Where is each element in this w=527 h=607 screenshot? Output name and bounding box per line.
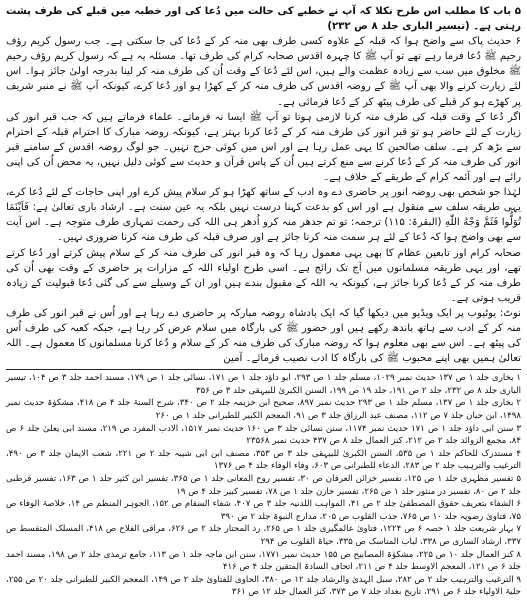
reference-item: ۸ کنز العمال جلد ۱۰ ص ۲۲۵، مشکوٰۃ المصابیح ص ۱۵۵ حدیث نمبر ۱۷۷۱، سنن ابن ماجہ جلد ۱ ص ۱۱۳، جامع ترمذی جلد ۲ ص ۱۹۸، مسند احمد جلد ۶ ص ۱۲۱، المعجم الاوسط جلد ۴ ص ۲۱۱، اتحاف السادۃ المتقین جلد ۴ ص ۴۱۶	[6, 549, 522, 573]
paragraph: اگر دُعا کے وقت قبلہ کی طرف منہ کرنا لازمی ہوتا تو آپ ﷺ ایسا نہ فرماتے۔ علماء فرماتے ہیں کہ جب قبر انور کی زیارت کے لئے حاضر ہو تو قبر انور کی طرف منہ کر کے دُعا کرنا بہتر ہے، کیونکہ روضہ مبارک کا احترام قبلہ کے احترام سے بڑھ کر ہے۔ سلف صالحین کا یہی عمل رہا ہے اور اس میں کوئی حرج نہیں۔ جو لوگ روضہ اقدس کے سامنے قبر انور کی طرف منہ کر کے دُعا کرنے سے منع کرتے ہیں اُن کے پاس قرآن و حدیث سے کوئی دلیل نہیں، یہ محض اُن کی اپنی رائے ہے اور آئمہ کرام کے طریقے کے خلاف ہے۔	[6, 111, 521, 184]
reference-item: ۴ مستدرک للحاکم جلد ۱ ص ۵۳۵، السنن الکبریٰ للبیہقی جلد ۳ ص ۳۵۳، مصنف ابن ابی شیبہ جلد ۲ ص ۲۲۱، شعب الایمان جلد ۳ ص ۴۹۰، الترغیب والترہیب جلد ۲ ص ۲۸۳، الدعاء للطبرانی ص ۶۰۳، وفاء الوفاء جلد ۴ ص ۱۳۷۶	[6, 448, 521, 472]
reference-item: ۱ بخاری جلد ۱ ص ۱۳۷ حدیث نمبر ۱۰۲۹، مسلم جلد ۱ ص ۲۹۳، ابو داؤد جلد ۱ ص ۱۷۱، نسائی جلد ۱ ص ۱۷۹، مسند احمد جلد ۳ ص ۱۰۴، تیسیر الباری جلد ۸ ص ۲۳۲، جلد ۲ ص ۱۹۱، جلد ۱۹ ص ۱۹۹، السنن الکبریٰ للبیہقی جلد ۳ ص ۳۵۶	[6, 373, 522, 396]
main-text-block	[6, 4, 521, 366]
reference-item: ۵ تفسیر مظہری جلد ۱ ص ۱۲۵، تفسیر خزائن العرفان ص ۳۰، تفسیر روح المعانی جلد ۱ ص ۳۶۵، تفسیر ابن کثیر جلد ۱ ص ۱۶۳، تفسیر قرطبی جلد ۲ ص ۸۰، تفسیر در منثور جلد ۱ ص ۲۶۵، تفسیر خازن جلد ۱ ص ۷۸، تفسیر کبیر جلد ۴ ص ۱۹	[6, 474, 521, 497]
paragraph: لہٰذا جو شخص بھی روضہ انور پر حاضری دے وہ ادب کے ساتھ کھڑا ہو کر سلام پیش کرے اور اپنی حاجات کے لئے دُعا کرے، یہی طریقہ سلف سے منقول ہے اور اس کو بدعت کہنا درست نہیں بلکہ یہ عین سنت ہے۔ ارشاد باری تعالیٰ ہے: فَاَیْنَمَا تُوَلُّوا فَثَمَّ وَجْهُ اللّٰهِ (البقرۃ: ۱۱۵) ترجمہ: تو تم جدھر منہ کرو اُدھر ہی اللہ کی رحمت تمہاری طرف متوجہ ہے۔ اس آیت سے بھی واضح ہوا کہ دُعا کے لئے ہر سمت منہ کرنا جائز ہے اور صرف قبلہ کی طرف منہ کرنا ضروری نہیں۔	[6, 187, 521, 244]
paragraph: ۶ حدیث پاک سے واضح ہوا کہ قبلہ کے علاوہ کسی طرف بھی منہ کر کے دُعا کی جا سکتی ہے۔ جب رسول کریم رؤف رحیم ﷺ دُعا فرما رہے تھے تو آپ ﷺ کا چہرہ اقدس صحابہ کرام کی طرف تھا۔ مسئلہ یہ ہے کہ رسول کریم رؤف رحیم ﷺ مخلوق میں سب سے زیادہ عظمت والے ہیں، اس لئے دُعا کے وقت اُن کی طرف منہ کر لینا بدرجہ اولیٰ جائز ہوا۔ اس لئے زیارت کرنے والا بھی آپ ﷺ کے روضہ اقدس کی طرف منہ کر کے کھڑا ہو اور دُعا کرے، کیونکہ آپ ﷺ نے منبر شریف پر کھڑے ہو کر قبلے کی طرف پیٹھ کر کے دُعا فرمائی ہے۔	[6, 36, 521, 108]
note-paragraph: نوٹ: یوٹیوب پر ایک ویڈیو میں دیکھا گیا کہ ایک بادشاہ روضہ مبارکہ پر حاضری دے رہا ہے اور اُس نے قبر انور کی طرف منہ کر کے ادب سے ہاتھ باندھ رکھے ہیں اور حضور ﷺ کی بارگاہ میں سلام عرض کر رہا ہے، جبکہ کعبہ کی طرف اُس کی پیٹھ ہے۔ اس سے بھی معلوم ہوا کہ روضہ مبارک کی طرف منہ کر کے سلام و دُعا کرنا مسلمانوں کا معمول ہے۔ اللہ تعالیٰ ہمیں بھی اپنے محبوب ﷺ کی بارگاہ کا ادب نصیب فرمائے۔ آمین	[6, 307, 521, 365]
paragraph: صحابہ کرام اور تابعین عظام کا بھی یہی معمول رہا کہ وہ قبر انور کی طرف منہ کر کے سلام پیش کرتے اور دُعا کرتے تھے، اور یہی طریقہ مسلمانوں میں آج تک رائج ہے۔ اسی طرح اولیاء اللہ کے مزارات پر حاضری کے وقت بھی اُن کی طرف منہ کر کے دُعا کرنا جائز ہے، کیونکہ یہ اللہ کے مقبول بندے ہیں اور ان کے وسیلے سے کی گئی دُعا قبولیت کے زیادہ قریب ہوتی ہے۔	[6, 247, 521, 304]
reference-item: ۳ سنن ابی داؤد جلد ۱ ص ۱۷۱ حدیث نمبر ۱۱۷۴، سنن نسائی جلد ۳ ص ۱۶۰ حدیث نمبر ۱۵۱۷، الادب المفرد ص ۲۱۹، مسند ابی یعلیٰ جلد ۶ ص ۸۴، مجمع الزوائد جلد ۲ ص ۲۱۲، کنز العمال جلد ۸ ص ۴۳۷ حدیث نمبر ۲۳۵۶۸	[6, 423, 522, 447]
references-block	[6, 372, 521, 599]
reference-item: ۹ الترغیب والترہیب جلد ۲ ص ۲۸۲، سبل الہدیٰ والرشاد جلد ۱۲ ص ۳۸۰، الحاوی للفتاویٰ جلد ۲ ص ۱۴۹، المعجم الکبیر للطبرانی جلد ۲۰ ص ۲۵۵، حلیۃ الاولیاء جلد ۶ ص ۲۹۱، تاریخ بغداد جلد ۷ ص ۳۷۳، کنز العمال جلد ۱۲ ص ۳۶۱	[6, 574, 521, 598]
section-heading: ۵ باب کا مطلب اس طرح نکلا کہ آپ نے خطبے کی حالت میں دُعا کی اور خطبہ میں قبلے کی طرف پشت رہتی ہے۔ (تیسیر الباری جلد ۸ ص ۲۳۲)	[6, 6, 521, 33]
reference-item: ۷ بہار شریعت جلد ۱ حصہ ۶ ص ۱۲۲۴، فتاویٰ عالمگیری جلد ۱ ص ۲۶۵، رد المحتار جلد ۲ ص ۶۲۶، مراقی الفلاح ص ۴۱۸، المسلک المتقسط ص ۳۳۷، ارشاد الساری ص ۳۳۸، لباب المناسک ص ۳۳۵، حیاۃ القلوب ص ۲۹۴	[6, 524, 522, 547]
reference-item: ۲ بخاری جلد ۱ ص ۱۳۷، مسلم جلد ۱ ص ۲۹۳ حدیث نمبر ۸۹۷، صحیح ابن خزیمہ جلد ۲ ص ۳۴۰، شرح السنۃ جلد ۴ ص ۴۱۸، مشکوٰۃ حدیث نمبر ۱۴۹۸، ابن حبان جلد ۷ ص ۱۱۲، مصنف عبد الرزاق جلد ۳ ص ۹۱، المعجم الکبیر للطبرانی جلد ۱ ص ۲۶۰	[6, 398, 521, 422]
reference-item: ۶ الشفاء بتعریف حقوق المصطفیٰ جلد ۲ ص ۴۱، المواہب اللدنیہ جلد ۳ ص ۴۰۷، شفاء السقام ص ۱۵۲، الجوہر المنظم ص ۱۴، خلاصۃ الوفاء ص ۷۵، فتاویٰ رضویہ جلد ۱۰ ص ۷۶۵، جذب القلوب ص ۲۰۵، مدارج النبوۃ جلد ۲ ص ۳۹۰	[6, 499, 521, 522]
footnote-divider	[6, 369, 521, 370]
